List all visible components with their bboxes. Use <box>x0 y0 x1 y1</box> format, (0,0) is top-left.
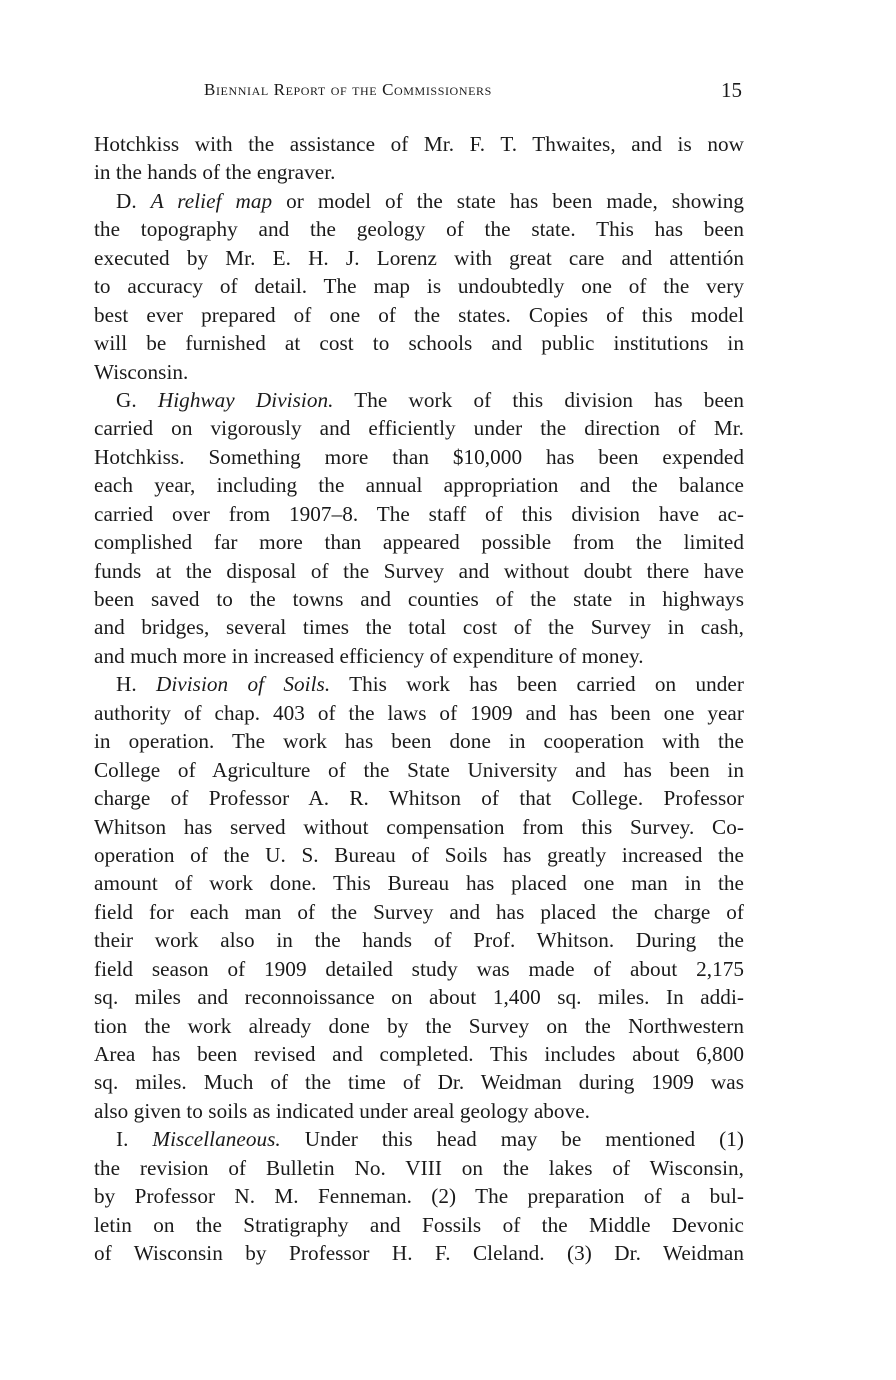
text-line: the revision of Bulletin No. VIII on the lakes of Wisconsin, <box>94 1155 744 1180</box>
text-line: complished far more than appeared possible from the limited <box>94 530 744 555</box>
section-marker: I. <box>116 1127 129 1152</box>
text-line: their work also in the hands of Prof. Whitson. During the <box>94 928 744 953</box>
text-fragment: The work of this division has been <box>354 387 744 412</box>
section-heading: Highway Division. <box>157 387 334 412</box>
section-marker: G. <box>116 387 137 412</box>
text-line: authority of chap. 403 of the laws of 1909 and has been one year <box>94 700 744 725</box>
text-line: the topography and the geology of the state. This has been <box>94 217 744 242</box>
text-line: Area has been revised and completed. This includes about 6,800 <box>94 1042 744 1066</box>
text-line: to accuracy of detail. The map is undoubtedly one of the very <box>94 274 744 299</box>
text-line: each year, including the annual appropriation and the balance <box>94 473 744 498</box>
text-line: been saved to the towns and counties of the state in highways <box>94 587 744 611</box>
text-line: carried on vigorously and efficiently under the direction of Mr. <box>94 416 744 441</box>
text-line: tion the work already done by the Survey on the Northwestern <box>94 1013 744 1038</box>
paragraph-highway-first-line <box>94 386 744 414</box>
text-line: also given to soils as indicated under areal geology above. <box>94 1098 591 1123</box>
body-text <box>94 130 744 1268</box>
text-line: letin on the Stratigraphy and Fossils of the Middle Devonic <box>94 1212 744 1237</box>
text-fragment: Under this head may be mentioned (1) <box>304 1127 744 1152</box>
text-line: operation of the U. S. Bureau of Soils has greatly increased the <box>94 842 744 867</box>
text-line: College of Agriculture of the State University and has been in <box>94 757 744 782</box>
text-line: Wisconsin. <box>94 359 189 384</box>
text-line: executed by Mr. E. H. J. Lorenz with great care and attentión <box>94 245 744 270</box>
section-heading: A relief map <box>150 188 273 213</box>
text-line: of Wisconsin by Professor H. F. Cleland. (3) Dr. Weidman <box>94 1241 744 1266</box>
section-heading: Miscellaneous. <box>152 1127 281 1152</box>
text-line: best ever prepared of one of the states. Copies of this model <box>94 302 744 327</box>
section-marker: D. <box>116 188 137 213</box>
section-heading: Division of Soils. <box>156 672 331 697</box>
text-line: by Professor N. M. Fenneman. (2) The preparation of a bul- <box>94 1184 744 1209</box>
text-line: and bridges, several times the total cost of the Survey in cash, <box>94 615 744 640</box>
text-line: sq. miles. Much of the time of Dr. Weidman during 1909 was <box>94 1070 744 1095</box>
paragraph-relief-map-first-line <box>94 187 744 215</box>
paragraph-miscellaneous-first-line <box>94 1125 744 1153</box>
section-marker: H. <box>116 672 137 697</box>
text-line: amount of work done. This Bureau has placed one man in the <box>94 871 744 896</box>
text-line: sq. miles and reconnoissance on about 1,400 sq. miles. In addi- <box>94 985 744 1010</box>
text-line: in the hands of the engraver. <box>94 160 336 185</box>
running-head <box>94 78 746 108</box>
text-line: Whitson has served without compensation from this Survey. Co- <box>94 814 744 839</box>
text-fragment: or model of the state has been made, showing <box>286 188 744 213</box>
text-line: charge of Professor A. R. Whitson of that College. Professor <box>94 786 744 811</box>
text-line: funds at the disposal of the Survey and without doubt there have <box>94 558 744 583</box>
text-line: and much more in increased efficiency of expenditure of money. <box>94 643 644 668</box>
text-line: Hotchkiss. Something more than $10,000 has been expended <box>94 444 744 469</box>
running-head-title: Biennial Report of the Commissioners <box>204 80 492 99</box>
paragraph-soils-first-line <box>94 670 744 698</box>
text-line: field season of 1909 detailed study was made of about 2,175 <box>94 956 744 981</box>
text-line: field for each man of the Survey and has placed the charge of <box>94 899 744 924</box>
page-number: 15 <box>721 78 742 102</box>
text-line: in operation. The work has been done in cooperation with the <box>94 729 744 754</box>
text-line: carried over from 1907–8. The staff of this division have ac- <box>94 501 744 526</box>
text-fragment: This work has been carried on under <box>349 672 744 697</box>
text-line: will be furnished at cost to schools and public institutions in <box>94 331 744 356</box>
text-line: Hotchkiss with the assistance of Mr. F. T. Thwaites, and is now <box>94 132 744 156</box>
